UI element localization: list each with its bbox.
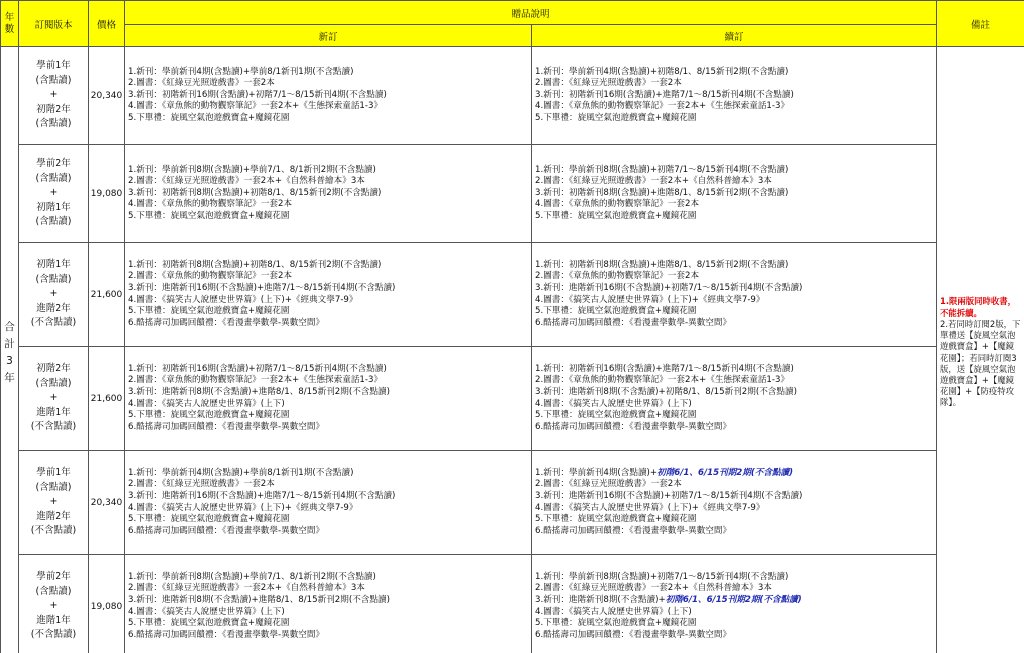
gift-line: 6.酷搖壽司加碼回饋禮：《看漫畫學數學-異數空間》: [535, 525, 732, 536]
plan-line: +: [49, 392, 58, 404]
plan-line: (含點讀): [35, 585, 72, 597]
gift-line: 6.酷搖壽司加碼回饋禮：《看漫畫學數學-異數空間》: [128, 421, 325, 432]
gift-line: 2.圖書：《章魚熊的動物觀察筆記》一套2本+《生態探索童話1-3》: [535, 375, 790, 386]
plan-line: (不含點讀): [30, 525, 77, 537]
header-note: 備註: [937, 1, 1024, 47]
gift-line: 1.新刊：初階新刊8期(含點讀)+進階8/1、8/15新刊2期(不含點讀): [535, 259, 789, 270]
plan-line: 學前1年: [36, 60, 71, 72]
plan-line: +: [49, 288, 58, 300]
plan-cell: [19, 145, 89, 243]
header-plan: 訂閱版本: [19, 1, 89, 47]
plan-line: 學前2年: [36, 158, 71, 170]
new-subscription-gifts: [125, 347, 532, 451]
year-total-char: 3: [6, 354, 13, 367]
year-total-char: 合: [4, 320, 15, 333]
plan-line: +: [49, 89, 58, 101]
new-subscription-gifts: [125, 451, 532, 555]
table-row: [1, 243, 1024, 347]
gift-line: 4.圖書：《搞笑古人說歷史世界篇》(上下): [535, 398, 692, 409]
year-total-char: 計: [4, 337, 15, 350]
gift-line: 1.新刊：學前新刊4期(含點讀)+初階8/1、8/15新刊2期(不含點讀): [535, 66, 789, 77]
year-total-cell: [1, 47, 19, 653]
gift-line: 5.下單禮：旋風空氣泡遊戲寶盒+魔鏡花園: [128, 514, 290, 525]
gift-line: 4.圖書：《章魚熊的動物觀察筆記》一套2本+《生態探索童話1-3》: [128, 101, 383, 112]
gift-line: 1.新刊：學前新刊8期(含點讀)+學前7/1、8/1新刊2期(不含點讀): [128, 571, 376, 582]
gift-line: 3.新刊：進階新刊8期(不含點讀)+初階8/1、8/15新刊2期(不含點讀): [535, 386, 797, 397]
gift-line: 5.下單禮：旋風空氣泡遊戲寶盒+魔鏡花園: [535, 618, 697, 629]
plan-line: +: [49, 600, 58, 612]
plan-line: (含點讀): [35, 481, 72, 493]
gift-line: 6.酷搖壽司加碼回饋禮：《看漫畫學數學-異數空間》: [128, 317, 325, 328]
gift-line: 6.酷搖壽司加碼回饋禮：《看漫畫學數學-異數空間》: [535, 421, 732, 432]
gift-line: 6.酷搖壽司加碼回饋禮：《看漫畫學數學-異數空間》: [535, 629, 732, 640]
gift-line: 4.圖書：《搞笑古人說歷史世界篇》(上下): [535, 606, 692, 617]
highlighted-gift-text: 初階6/1、6/15刊期2期(不含點讀): [665, 594, 802, 605]
gift-line: 4.圖書：《搞笑古人說歷史世界篇》(上下): [128, 398, 285, 409]
plan-line: 初階1年: [36, 201, 71, 213]
gift-line: 1.新刊：初階新刊16期(含點讀)+進階7/1～8/15新刊4期(不含點讀): [535, 363, 794, 374]
table-row: [1, 347, 1024, 451]
gift-line: 3.新刊：進階新刊8期(不含點讀)+初階6/1、6/15刊期2期(不含點讀): [535, 594, 802, 605]
plan-line: (含點讀): [35, 172, 72, 184]
plan-line: (不含點讀): [30, 421, 77, 433]
gift-line: 6.酷搖壽司加碼回饋禮：《看漫畫學數學-異數空間》: [535, 317, 732, 328]
table-row: [1, 145, 1024, 243]
note-warning: 1.限兩版同時收書，不能拆續。: [940, 296, 1017, 318]
gift-line: 4.圖書：《搞笑古人說歷史世界篇》(上下)+《經典文學7-9》: [535, 502, 765, 513]
gift-line: 3.新刊：進階新刊8期(不含點讀)+進階8/1、8/15新刊2期(不含點讀): [128, 386, 390, 397]
gift-line: 4.圖書：《搞笑古人說歷史世界篇》(上下)+《經典文學7-9》: [128, 294, 358, 305]
gift-line: 1.新刊：學前新刊4期(含點讀)+初階6/1、6/15刊期2期(不含點讀): [535, 467, 794, 478]
plan-line: 進階2年: [36, 302, 71, 314]
gift-line: 2.圖書：《紅綠豆光照遊戲書》一套2本+《自然科普繪本》3本: [535, 176, 772, 187]
gift-line: 2.圖書：《紅綠豆光照遊戲書》一套2本: [128, 78, 275, 89]
plan-line: 初階1年: [36, 259, 71, 271]
gift-line: 5.下單禮：旋風空氣泡遊戲寶盒+魔鏡花園: [535, 306, 697, 317]
gift-line: 1.新刊：初階新刊8期(含點讀)+初階8/1、8/15新刊2期(不含點讀): [128, 259, 382, 270]
plan-line: 初階2年: [36, 363, 71, 375]
plan-line: 進階2年: [36, 510, 71, 522]
gift-line: 4.圖書：《搞笑古人說歷史世界篇》(上下): [128, 606, 285, 617]
gift-line: 2.圖書：《章魚熊的動物觀察筆記》一套2本: [128, 271, 293, 282]
plan-cell: [19, 555, 89, 653]
new-subscription-gifts: [125, 47, 532, 145]
header-price: 價格: [89, 1, 125, 47]
gift-line: 6.酷搖壽司加碼回饋禮：《看漫畫學數學-異數空間》: [128, 629, 325, 640]
price-cell: 19,080: [89, 145, 125, 243]
gift-line: 5.下單禮：旋風空氣泡遊戲寶盒+魔鏡花園: [128, 306, 290, 317]
plan-cell: [19, 47, 89, 145]
renewal-gifts: [532, 47, 937, 145]
gift-line: 5.下單禮：旋風空氣泡遊戲寶盒+魔鏡花園: [535, 112, 697, 123]
header-new-subscription: 新訂: [125, 25, 532, 47]
price-cell: 19,080: [89, 555, 125, 653]
plan-line: 初階2年: [36, 103, 71, 115]
table-body: [1, 47, 1024, 653]
header-gift-description: 贈品說明: [125, 1, 937, 25]
plan-cell: [19, 347, 89, 451]
gift-line: 2.圖書：《紅綠豆光照遊戲書》一套2本: [535, 78, 682, 89]
gift-line: 3.新刊：初階新刊8期(含點讀)+進階8/1、8/15新刊2期(不含點讀): [535, 187, 789, 198]
gift-line: 1.新刊：學前新刊4期(含點讀)+學前8/1新刊1期(不含點讀): [128, 467, 354, 478]
gift-line: 3.新刊：進階新刊8期(不含點讀)+進階8/1、8/15新刊2期(不含點讀): [128, 594, 390, 605]
plan-line: (含點讀): [35, 377, 72, 389]
table-row: [1, 451, 1024, 555]
plan-line: (含點讀): [35, 216, 72, 228]
gift-line: 3.新刊：進階新刊16期(不含點讀)+初階7/1～8/15新刊4期(不含點讀): [535, 282, 803, 293]
gift-line: 3.新刊：進階新刊16期(不含點讀)+初階7/1～8/15新刊4期(不含點讀): [535, 490, 803, 501]
gift-line: 2.圖書：《章魚熊的動物觀察筆記》一套2本: [535, 271, 700, 282]
plan-line: 進階1年: [36, 614, 71, 626]
gift-line: 4.圖書：《章魚熊的動物觀察筆記》一套2本: [535, 199, 700, 210]
gift-line: 3.新刊：初階新刊8期(含點讀)+初階8/1、8/15新刊2期(不含點讀): [128, 187, 382, 198]
renewal-gifts: [532, 451, 937, 555]
plan-line: (不含點讀): [30, 317, 77, 329]
gift-line: 5.下單禮：旋風空氣泡遊戲寶盒+魔鏡花園: [128, 410, 290, 421]
table-row: [1, 555, 1024, 653]
price-cell: 21,600: [89, 347, 125, 451]
year-total-char: 年: [4, 371, 15, 384]
renewal-gifts: [532, 347, 937, 451]
plan-line: (含點讀): [35, 273, 72, 285]
plan-line: 學前2年: [36, 571, 71, 583]
table-row: [1, 47, 1024, 145]
gift-line: 5.下單禮：旋風空氣泡遊戲寶盒+魔鏡花園: [535, 514, 697, 525]
renewal-gifts: [532, 555, 937, 653]
gift-line: 2.圖書：《紅綠豆光照遊戲書》一套2本+《自然科普繪本》3本: [128, 583, 365, 594]
plan-line: (含點讀): [35, 118, 72, 130]
plan-line: +: [49, 496, 58, 508]
plan-line: 學前1年: [36, 467, 71, 479]
gift-line: 5.下單禮：旋風空氣泡遊戲寶盒+魔鏡花園: [535, 210, 697, 221]
gift-line: 3.新刊：進階新刊16期(不含點讀)+進階7/1～8/15新刊4期(不含點讀): [128, 282, 396, 293]
gift-line: 2.圖書：《紅綠豆光照遊戲書》一套2本+《自然科普繪本》3本: [535, 583, 772, 594]
gift-line: 2.圖書：《紅綠豆光照遊戲書》一套2本: [535, 479, 682, 490]
gift-line: 2.圖書：《紅綠豆光照遊戲書》一套2本: [128, 479, 275, 490]
gift-line: 5.下單禮：旋風空氣泡遊戲寶盒+魔鏡花園: [535, 410, 697, 421]
gift-line: 5.下單禮：旋風空氣泡遊戲寶盒+魔鏡花園: [128, 112, 290, 123]
gift-line: 4.圖書：《搞笑古人說歷史世界篇》(上下)+《經典文學7-9》: [128, 502, 358, 513]
gift-line: 3.新刊：進階新刊16期(不含點讀)+進階7/1～8/15新刊4期(不含點讀): [128, 490, 396, 501]
gift-line: 5.下單禮：旋風空氣泡遊戲寶盒+魔鏡花園: [128, 618, 290, 629]
plan-cell: [19, 451, 89, 555]
plan-line: (含點讀): [35, 74, 72, 86]
gift-line: 1.新刊：學前新刊8期(含點讀)+初階7/1～8/15新刊4期(不含點讀): [535, 164, 789, 175]
plan-cell: [19, 243, 89, 347]
gift-line: 1.新刊：學前新刊8期(含點讀)+學前7/1、8/1新刊2期(不含點讀): [128, 164, 376, 175]
price-cell: 20,340: [89, 451, 125, 555]
gift-line: 3.新刊：初階新刊16期(含點讀)+進階7/1～8/15新刊4期(不含點讀): [535, 89, 794, 100]
header-renewal: 續訂: [532, 25, 937, 47]
gift-line: 1.新刊：初階新刊16期(含點讀)+初階7/1～8/15新刊4期(不含點讀): [128, 363, 387, 374]
renewal-gifts: [532, 243, 937, 347]
gift-line: 2.圖書：《紅綠豆光照遊戲書》一套2本+《自然科普繪本》3本: [128, 176, 365, 187]
gift-line: 4.圖書：《搞笑古人說歷史世界篇》(上下)+《經典文學7-9》: [535, 294, 765, 305]
new-subscription-gifts: [125, 555, 532, 653]
new-subscription-gifts: [125, 243, 532, 347]
gift-line: 4.圖書：《章魚熊的動物觀察筆記》一套2本+《生態探索童話1-3》: [535, 101, 790, 112]
gift-line: 1.新刊：學前新刊8期(含點讀)+初階7/1～8/15新刊4期(不含點讀): [535, 571, 789, 582]
new-subscription-gifts: [125, 145, 532, 243]
note-text: 2.若同時訂閱2版，下單禮送【旋風空氣泡遊戲寶盒】+【魔鏡花園】；若同時訂閱3版，送【旋風空氣泡遊戲寶盒】+【魔鏡花園】+【防疫特攻隊】。: [940, 318, 1021, 408]
renewal-gifts: [532, 145, 937, 243]
gift-line: 5.下單禮：旋風空氣泡遊戲寶盒+魔鏡花園: [128, 210, 290, 221]
gift-line: 2.圖書：《章魚熊的動物觀察筆記》一套2本+《生態探索童話1-3》: [128, 375, 383, 386]
gift-line: 1.新刊：學前新刊4期(含點讀)+學前8/1新刊1期(不含點讀): [128, 66, 354, 77]
header-year: 年數: [1, 1, 19, 47]
gift-line: 6.酷搖壽司加碼回饋禮：《看漫畫學數學-異數空間》: [128, 525, 325, 536]
price-cell: 20,340: [89, 47, 125, 145]
plan-line: (不含點讀): [30, 629, 77, 641]
gift-line: 4.圖書：《章魚熊的動物觀察筆記》一套2本: [128, 199, 293, 210]
note-cell: [937, 47, 1024, 653]
plan-line: +: [49, 187, 58, 199]
price-cell: 21,600: [89, 243, 125, 347]
highlighted-gift-text: 初階6/1、6/15刊期2期(不含點讀): [657, 467, 794, 478]
gift-line: 3.新刊：初階新刊16期(含點讀)+初階7/1～8/15新刊4期(不含點讀): [128, 89, 387, 100]
plan-line: 進階1年: [36, 406, 71, 418]
